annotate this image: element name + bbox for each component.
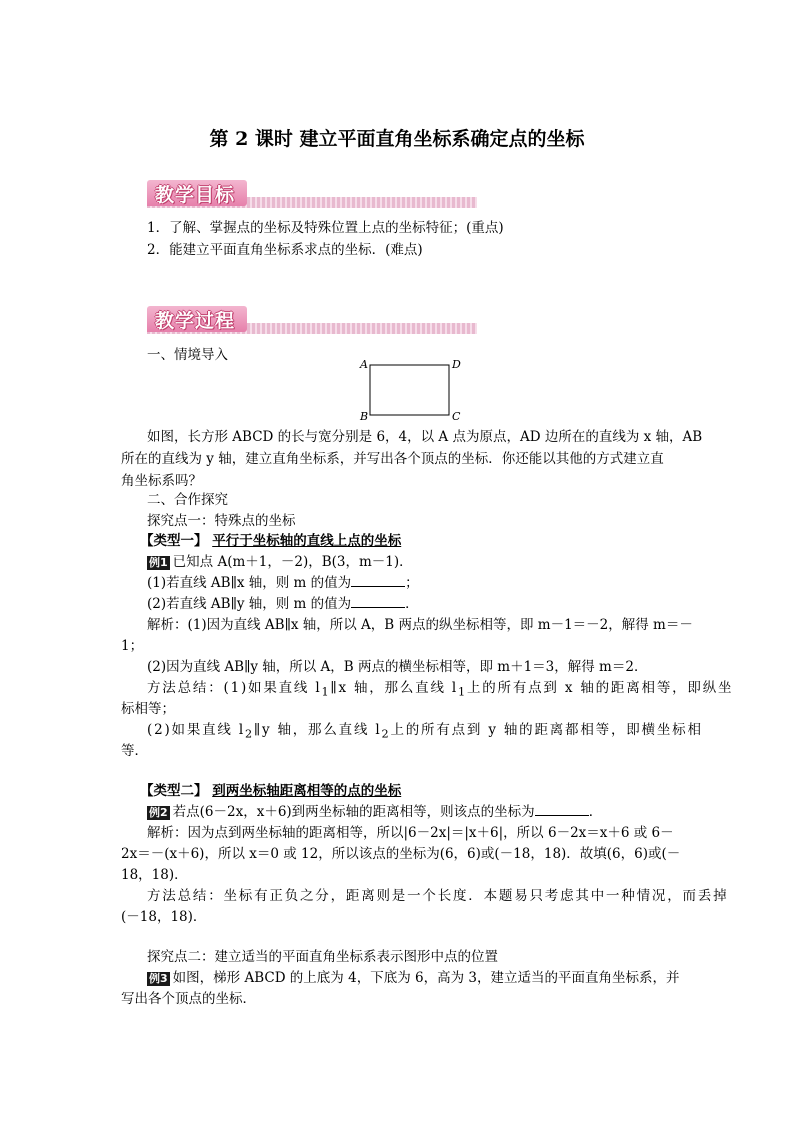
example-3-text: 如图，梯形 ABCD 的上底为 4，下底为 6，高为 3，建立适当的平面直角坐标系，并 [172,970,680,986]
type-2-heading [140,779,401,799]
example-2-solution-c: 18，18)． [121,867,188,883]
rectangle-abcd [370,365,449,415]
goal-item-2: 2．能建立平面直角坐标系求点的坐标．(难点) [147,242,423,258]
example-1-text: 已知点 A(m＋1，－2)，B(3，m－1)． [172,554,413,570]
page-title: 第 2 课时 建立平面直角坐标系确定点的坐标 [209,128,585,150]
example-2-method-a: 方法总结：坐标有正负之分，距离则是一个长度．本题易只考虑其中一种情况，而丢掉 [147,888,729,904]
label-c: C [452,410,461,423]
example-1-method-1 [147,676,733,699]
example-1-method-2 [147,718,703,741]
intro-line-1: 如图，长方形 ABCD 的长与宽分别是 6，4，以 A 点为原点，AD 边所在的直线为 x 轴，AB [147,429,703,445]
method-2-sub-a: 2 [244,727,254,741]
example-2-badge: 例2 [149,806,168,819]
method-2-part-a: (2)如果直线 l [147,722,245,738]
example-1-method-1-cont: 标相等； [121,701,175,717]
type-1-heading [140,529,401,549]
type-2-bracket: 【类型二】 [140,783,208,799]
example-2-solution-a: 解析：因为点到两坐标轴的距离相等，所以|6－2x|＝|x＋6|，所以 6－2x＝x＋6 或 6－ [147,825,674,841]
type-2-title: 到两坐标轴距离相等的点的坐标 [212,783,402,799]
label-d: D [452,358,461,371]
method-1-part-a: 方法总结：(1)如果直线 l [147,680,322,696]
type-1-bracket: 【类型一】 [140,533,208,549]
example-2-end: ． [588,804,603,820]
intro-line-2: 所在的直线为 y 轴，建立直角坐标系，并写出各个顶点的坐标．你还能以其他的方式建立直 [121,451,664,467]
section-banner-process [147,306,477,334]
section-title-process: 教学过程 [155,310,236,332]
explore-point-2: 探究点二：建立适当的平面直角坐标系表示图形中点的位置 [147,949,498,965]
method-2-part-c: 上的所有点到 y 轴的距离都相等，即横坐标相 [390,722,703,738]
answer-blank-2 [351,595,405,608]
question-1-text: (1)若直线 AB∥x 轴，则 m 的值为 [147,575,352,591]
explore-point-1: 探究点一：特殊点的坐标 [147,513,296,529]
method-2-sub-b: 2 [381,727,391,741]
answer-blank-1 [351,574,405,587]
section-banner-goals [147,180,477,208]
intro-heading: 一、情境导入 [147,347,228,363]
example-1-method-2-cont: 等． [121,743,148,759]
example-2-solution-b: 2x＝－(x＋6)，所以 x＝0 或 12，所以该点的坐标为(6，6)或(－18，18)．故填(6，6)或(－ [121,846,681,862]
example-2-method-b: (－18，18)． [121,909,207,925]
question-2-end: ． [405,596,419,612]
question-2-text: (2)若直线 AB∥y 轴，则 m 的值为 [147,596,352,612]
example-1-solution-2: (2)因为直线 AB∥y 轴，所以 A，B 两点的横坐标相等，即 m＋1＝3，解得 m＝2． [147,659,648,675]
example-2-text: 若点(6－2x，x＋6)到两坐标轴的距离相等，则该点的坐标为 [172,804,535,820]
label-a: A [360,358,368,371]
example-1-question-1 [147,571,419,591]
answer-blank-3 [535,803,589,816]
section-title-goals: 教学目标 [155,184,236,206]
method-1-part-b: ∥x 轴，那么直线 l [330,680,458,696]
example-1 [147,550,413,570]
type-1-title: 平行于坐标轴的直线上点的坐标 [212,533,402,549]
goal-item-1: 1．了解、掌握点的坐标及特殊位置上点的坐标特征；(重点) [147,220,504,236]
example-1-solution-1b: 1； [121,638,144,654]
example-3-text-cont: 写出各个顶点的坐标． [121,991,256,1007]
method-1-sub-b: 1 [457,685,467,699]
example-1-question-2 [147,592,419,612]
rectangle-figure [355,356,465,424]
example-2 [147,800,602,820]
method-2-part-b: ∥y 轴，那么直线 l [253,722,382,738]
method-1-sub-a: 1 [321,685,331,699]
example-3-badge: 例3 [149,972,168,985]
question-1-end: ； [405,575,419,591]
example-1-badge: 例1 [149,556,168,569]
example-3 [147,966,679,986]
intro-line-3: 角坐标系吗？ [121,473,202,489]
explore-heading: 二、合作探究 [147,492,228,508]
example-1-solution-1a: 解析：(1)因为直线 AB∥x 轴，所以 A，B 两点的纵坐标相等，即 m－1＝－2，解得 m＝－ [147,617,693,633]
method-1-part-c: 上的所有点到 x 轴的距离相等，即纵坐 [466,680,734,696]
label-b: B [360,410,369,423]
